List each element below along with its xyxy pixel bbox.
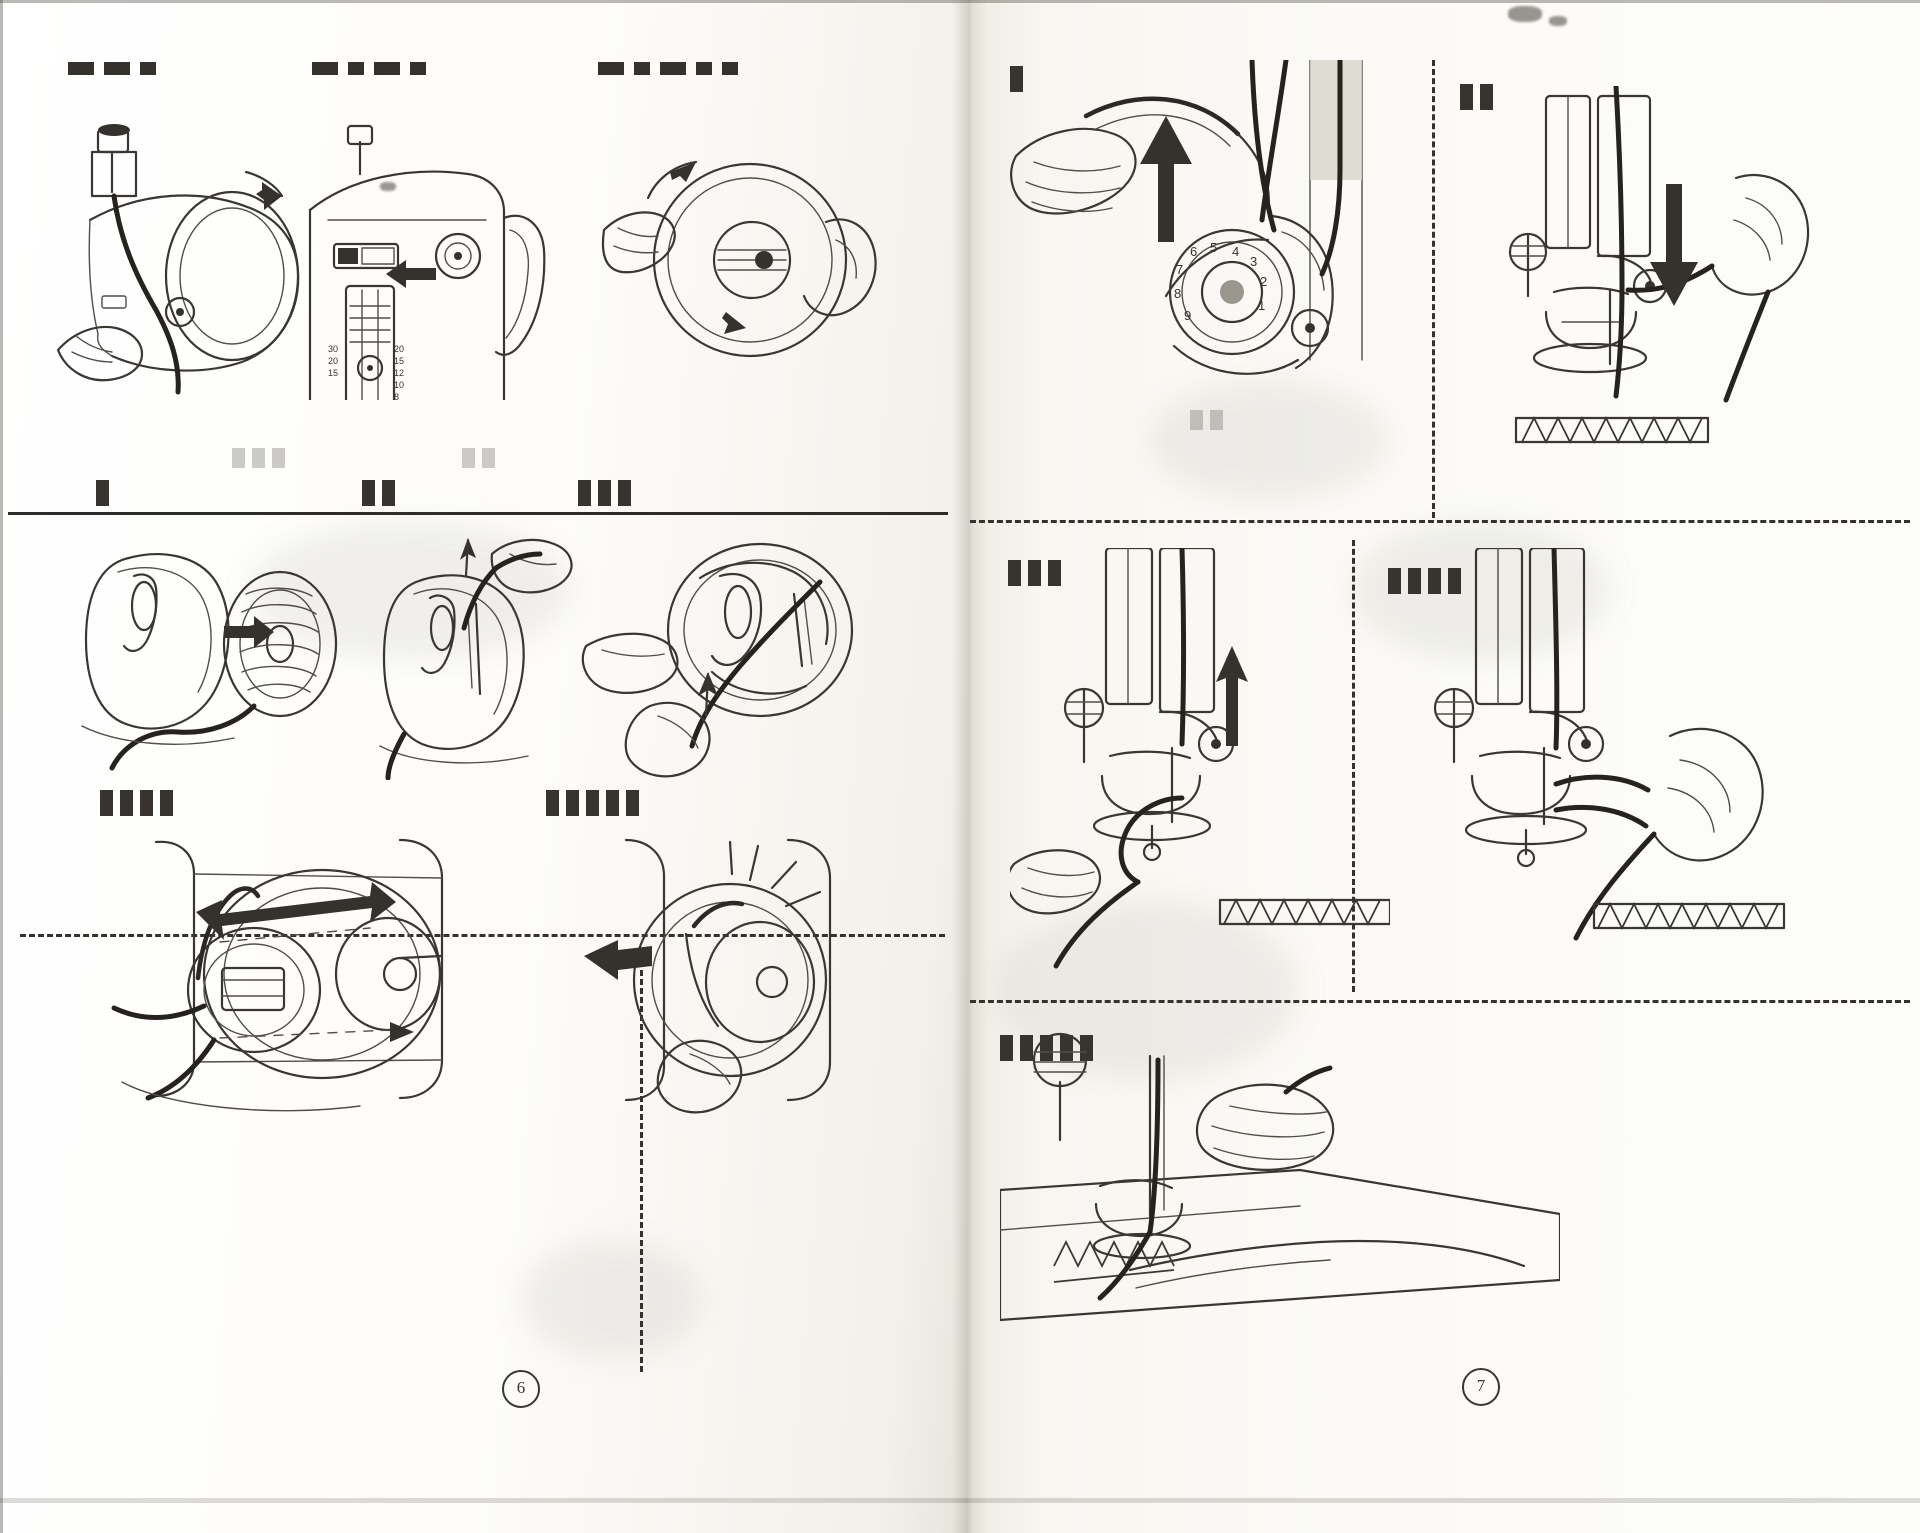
book-gutter-shadow: [952, 0, 988, 1533]
step-label-ghost: [1190, 410, 1223, 430]
svg-text:12: 12: [394, 368, 405, 378]
step-label-1: [96, 480, 109, 506]
svg-text:3: 3: [1250, 254, 1258, 269]
svg-text:5: 5: [1210, 240, 1218, 255]
svg-text:8: 8: [394, 392, 400, 400]
page-number-right: 7: [1462, 1368, 1500, 1406]
step-label-ghost: [232, 448, 285, 468]
page-number-left: 6: [502, 1370, 540, 1408]
step-label-ghost: [462, 448, 495, 468]
svg-text:20: 20: [328, 356, 339, 366]
scan-bottom-edge: [0, 1498, 1920, 1503]
scan-left-edge: [0, 0, 3, 1533]
right-page-divider-middle: [970, 1000, 1910, 1003]
right-page-divider-top: [970, 520, 1910, 523]
svg-text:6: 6: [1190, 244, 1198, 259]
step-label-r2: [1460, 84, 1493, 110]
caption-marker-top-3: [598, 62, 738, 75]
left-page-divider-top: [8, 512, 948, 515]
caption-marker-top-1: [68, 62, 156, 75]
svg-text:15: 15: [328, 368, 339, 378]
svg-text:9: 9: [1184, 308, 1192, 323]
step-label-5: [546, 790, 639, 816]
svg-text:4: 4: [1232, 244, 1240, 259]
svg-text:7: 7: [1176, 262, 1184, 277]
step-label-r5: [1000, 1035, 1093, 1061]
svg-text:15: 15: [394, 356, 405, 366]
right-page-divider-vertical-top: [1432, 60, 1435, 518]
scan-smudge: [380, 182, 396, 191]
step-label-4: [100, 790, 173, 816]
svg-text:1: 1: [1258, 298, 1266, 313]
svg-text:2: 2: [1260, 274, 1268, 289]
step-label-r3: [1008, 560, 1061, 586]
step-label-3: [578, 480, 631, 506]
scan-smudge: [1508, 6, 1542, 22]
step-label-2: [362, 480, 395, 506]
left-page-divider-vertical: [640, 952, 643, 1372]
svg-text:20: 20: [394, 344, 405, 354]
svg-text:10: 10: [394, 380, 405, 390]
scan-smudge: [1549, 16, 1567, 26]
right-page-divider-vertical-middle: [1352, 540, 1355, 992]
svg-text:30: 30: [328, 344, 339, 354]
scan-top-edge: [0, 0, 1920, 3]
svg-text:8: 8: [1174, 286, 1182, 301]
right-page: [968, 0, 1920, 1533]
step-label-r4: [1388, 568, 1461, 594]
left-page-divider-middle: [20, 934, 945, 937]
caption-marker-top-2: [312, 62, 426, 75]
step-label-r1: [1010, 66, 1023, 92]
